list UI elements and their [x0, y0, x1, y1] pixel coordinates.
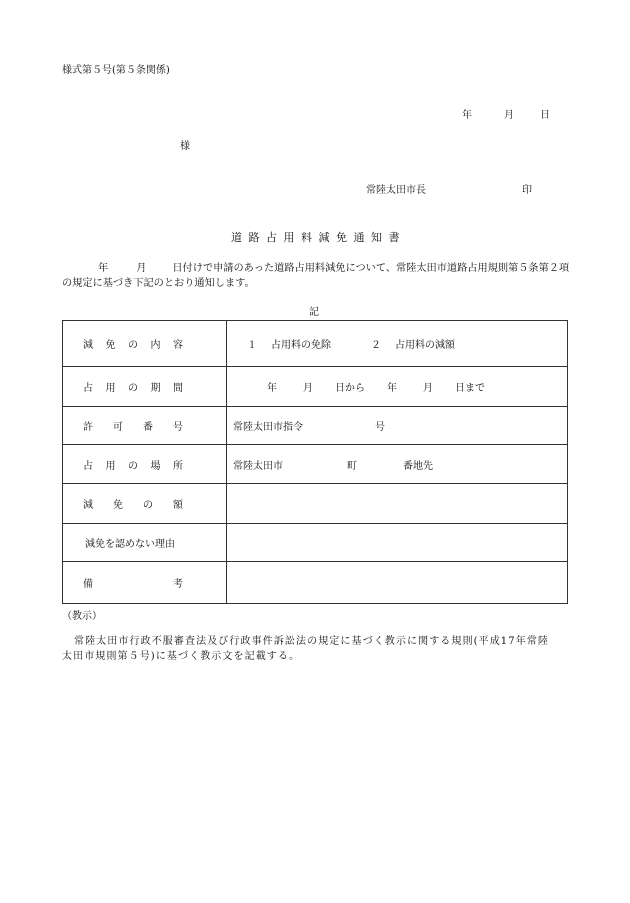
row-label: 減 免 の 内 容 — [63, 321, 227, 367]
row-occupancy-location — [63, 445, 568, 484]
issuer — [366, 186, 532, 196]
intro-month: 月 — [136, 263, 147, 274]
row-label: 備 考 — [63, 562, 227, 604]
row-value: 年 月 日から 年 月 日まで — [227, 367, 568, 407]
addressee: 様 — [180, 141, 190, 152]
row-value — [227, 321, 568, 367]
row-permit-number — [63, 407, 568, 445]
option-2-number: ２ — [371, 340, 381, 351]
row-value — [227, 484, 568, 524]
row-value — [227, 524, 568, 562]
intro-text: 日付けで申請のあった道路占用料減免について、常陸太田市道路占用規則第５条第２項の規定に基づき下記のとおり通知します。 — [62, 263, 570, 289]
date-day-label: 日 — [540, 110, 550, 121]
option-2-text: 占用料の減額 — [395, 340, 455, 351]
row-label: 占 用 の 期 間 — [63, 367, 227, 407]
row-value — [227, 562, 568, 604]
date-year-label: 年 — [462, 110, 472, 121]
date-month-label: 月 — [504, 110, 514, 121]
row-value: 常陸太田市 町 番地先 — [227, 445, 568, 484]
ki-heading: 記 — [309, 307, 319, 318]
row-label: 許 可 番 号 — [63, 407, 227, 445]
issue-date — [462, 111, 550, 121]
row-label: 減免を認めない理由 — [63, 524, 227, 562]
row-value: 常陸太田市指令 号 — [227, 407, 568, 445]
row-exemption-content — [63, 321, 568, 367]
instruction-heading: （教示） — [62, 611, 102, 622]
row-label: 占 用 の 場 所 — [63, 445, 227, 484]
seal-mark: 印 — [522, 185, 532, 196]
form-number: 様式第５号(第５条関係) — [62, 65, 170, 76]
document-title: 道路占用料減免通知書 — [231, 231, 406, 244]
intro-year: 年 — [98, 263, 109, 274]
row-remarks — [63, 562, 568, 604]
row-label: 減 免 の 額 — [63, 484, 227, 524]
row-refusal-reason — [63, 524, 568, 562]
intro-paragraph — [62, 261, 574, 291]
instruction-text: 常陸太田市行政不服審査法及び行政事件訴訟法の規定に基づく教示に関する規則(平成17年常陸太田市規則第５号)に基づく教示文を記載する。 — [62, 636, 550, 662]
row-exemption-amount — [63, 484, 568, 524]
notice-table — [62, 320, 568, 604]
option-1-text: 占用料の免除 — [271, 340, 331, 351]
option-1-number: １ — [247, 340, 257, 351]
row-occupancy-period — [63, 367, 568, 407]
issuer-title: 常陸太田市長 — [366, 185, 426, 196]
